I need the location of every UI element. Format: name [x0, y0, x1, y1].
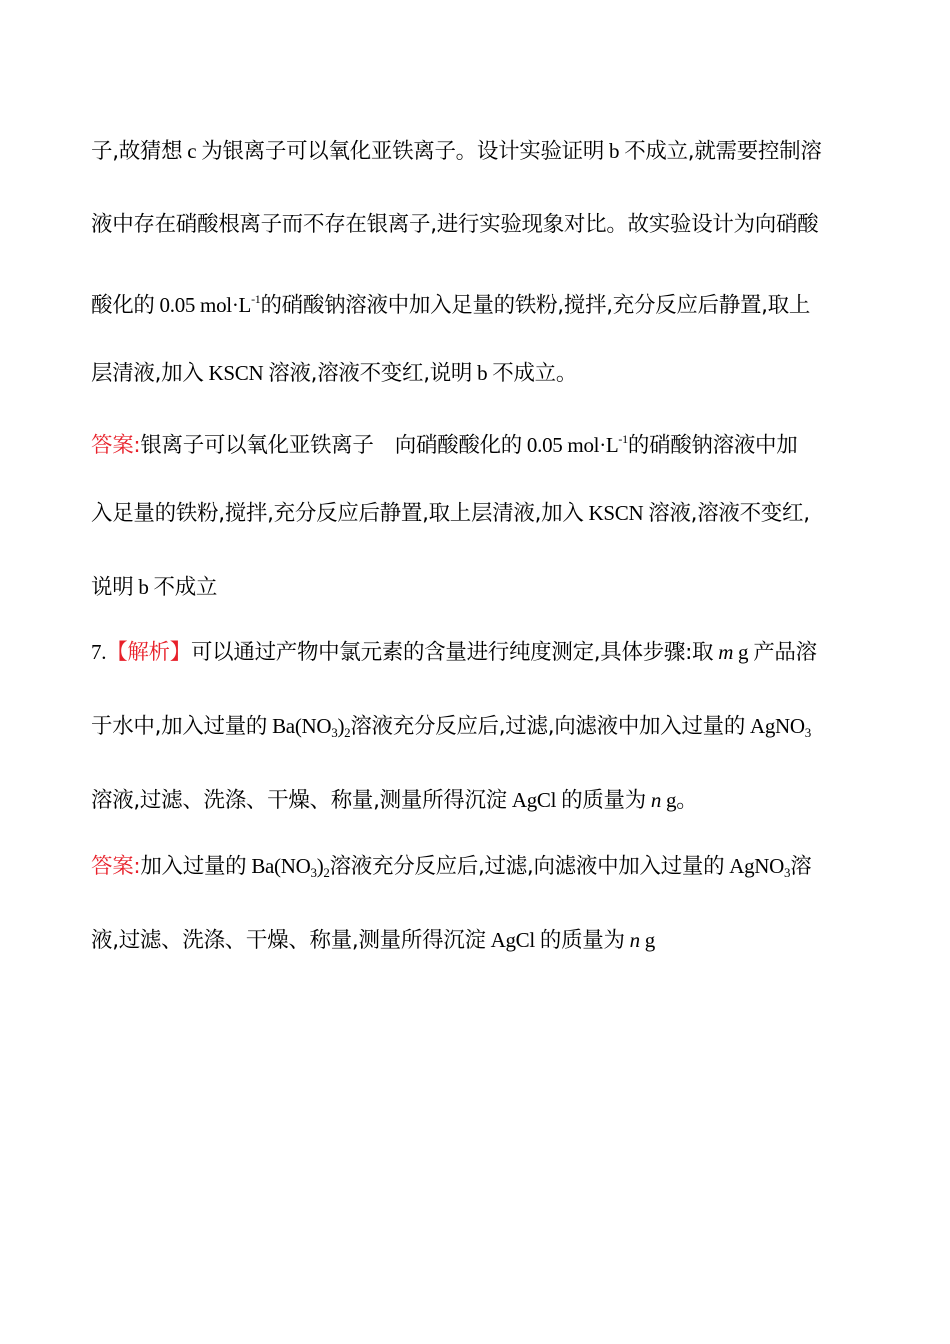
q7-line-1: 7.【解析】可以通过产物中氯元素的含量进行纯度测定,具体步骤:取 m g 产品溶: [91, 640, 817, 665]
question-number: 7.: [91, 640, 107, 664]
answer6-line-1: 答案:银离子可以氧化亚铁离子 向硝酸酸化的 0.05 $mol\cdot L^{-1}$的硝酸钠溶液中加: [91, 432, 798, 458]
answer-label: 答案:: [91, 854, 141, 879]
answer7-line-1: 答案:加入过量的 $Ba(NO_3)_2$溶液充分反应后,过滤,向滤液中加入过量的 AgNO$_3$溶: [91, 854, 812, 880]
answer6-line-3: 说明 b 不成立: [91, 575, 218, 600]
analysis-line-2: 液中存在硝酸根离子而不存在银离子,进行实验现象对比。故实验设计为向硝酸: [91, 212, 819, 237]
q7-line-2: 于水中,加入过量的 $Ba(NO_3)_2$溶液充分反应后,过滤,向滤液中加入过量的 AgNO$_3$: [91, 714, 811, 740]
answer-label: 答案:: [91, 433, 141, 458]
q7-line-3: 溶液,过滤、洗涤、干燥、称量,测量所得沉淀 AgCl 的质量为 n g。: [91, 788, 698, 813]
analysis-line-3: 酸化的 0.05 $mol\cdot L^{-1}$的硝酸钠溶液中加入足量的铁粉,搅拌,充分反应后静置,取上: [91, 292, 811, 318]
analysis-tag: 【解析】: [106, 640, 191, 665]
analysis-line-4: 层清液,加入 KSCN 溶液,溶液不变红,说明 b 不成立。: [91, 361, 578, 386]
answer7-line-2: 液,过滤、洗涤、干燥、称量,测量所得沉淀 AgCl 的质量为 n g: [91, 928, 656, 953]
answer6-line-2: 入足量的铁粉,搅拌,充分反应后静置,取上层清液,加入 KSCN 溶液,溶液不变红,: [91, 501, 810, 526]
analysis-line-1: 子,故猜想 c 为银离子可以氧化亚铁离子。设计实验证明 b 不成立,就需要控制溶: [91, 139, 822, 164]
